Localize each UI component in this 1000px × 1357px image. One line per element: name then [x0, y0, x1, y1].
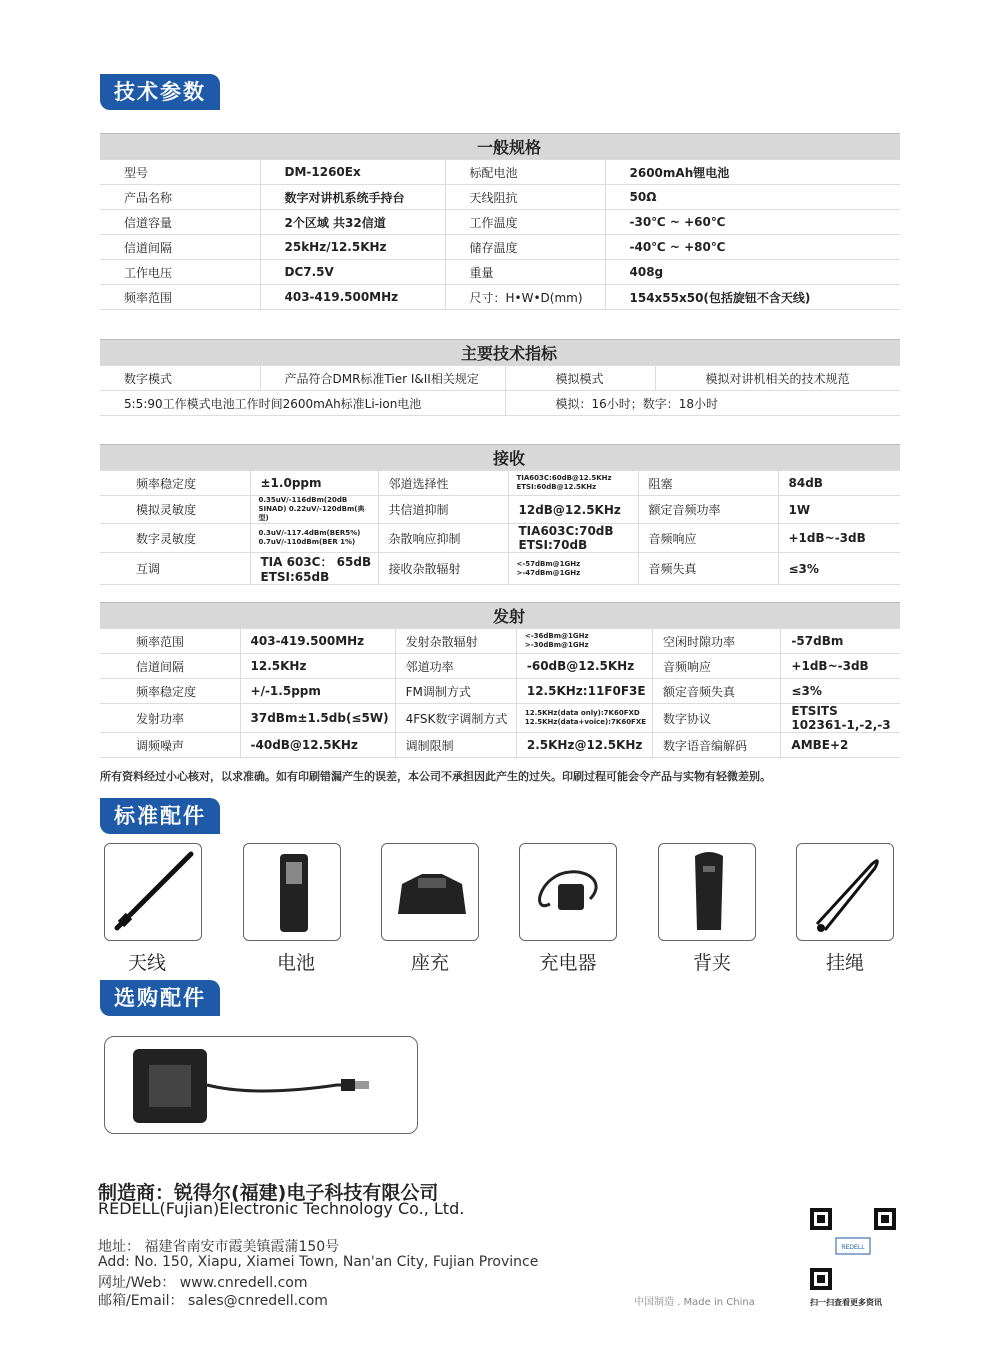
- belt-clip-icon: [659, 844, 757, 942]
- manufacturer-en: REDELL(Fujian)Electronic Technology Co., Ltd.: [98, 1199, 465, 1218]
- address-cn: 地址： 福建省南安市霞美镇霞蒲150号: [98, 1239, 340, 1255]
- section-tag-standard: 标准配件: [100, 798, 220, 834]
- main-cell: 产品符合DMR标准Tier I&II相关规定: [260, 366, 505, 391]
- table-cell: +/-1.5ppm: [240, 679, 395, 704]
- table-row: [100, 160, 900, 185]
- table-cell: 额定音频失真: [653, 679, 781, 704]
- table-cell: 频率范围: [100, 285, 260, 310]
- adapter-image: [519, 843, 617, 941]
- table-cell: ≤3%: [781, 679, 900, 704]
- table-cell: DM-1260Ex: [260, 160, 445, 185]
- usb-charger-image: [104, 1036, 418, 1134]
- table-cell: 0.3uV/-117.4dBm(BER5%) 0.7uV/-110dBm(BER 1%): [250, 524, 378, 553]
- main-cell: 模拟：16小时；数字：18小时: [505, 391, 900, 416]
- table-cell: 邻道选择性: [378, 471, 508, 496]
- qr-logo: REDELL: [841, 1245, 865, 1251]
- table-row: [100, 679, 900, 704]
- table-cell: 型号: [100, 160, 260, 185]
- qr-code: [808, 1206, 898, 1292]
- table-row: [100, 496, 900, 524]
- table-cell: 数字灵敏度: [100, 524, 250, 553]
- table-cell: 频率稳定度: [100, 679, 240, 704]
- table-cell: <-57dBm@1GHz >-47dBm@1GHz: [508, 553, 638, 585]
- table-cell: 408g: [605, 260, 900, 285]
- table-cell: 12dB@12.5KHz: [508, 496, 638, 524]
- table-row: [100, 235, 900, 260]
- table-cell: ≤3%: [778, 553, 900, 585]
- table-cell: 25kHz/12.5KHz: [260, 235, 445, 260]
- table-cell: 阻塞: [638, 471, 778, 496]
- main-cell: 数字模式: [100, 366, 260, 391]
- belt-clip-image: [658, 843, 756, 941]
- table-cell: 2600mAh锂电池: [605, 160, 900, 185]
- table-cell: 数字对讲机系统手持台: [260, 185, 445, 210]
- desk-charger-icon: [382, 844, 480, 942]
- table-cell: TIA603C:70dB ETSI:70dB: [508, 524, 638, 553]
- table-cell: 数字语音编解码: [653, 733, 781, 758]
- table-cell: -40℃ ~ +80℃: [605, 235, 900, 260]
- table-cell: 储存温度: [445, 235, 605, 260]
- table-row: [100, 285, 900, 310]
- table-cell: 额定音频功率: [638, 496, 778, 524]
- accessory-label: 电池: [276, 952, 315, 974]
- table-cell: 12.5KHz: [240, 654, 395, 679]
- table-cell: 4FSK数字调制方式: [395, 704, 516, 733]
- receive-title: 接收: [100, 445, 900, 471]
- table-cell: FM调制方式: [395, 679, 516, 704]
- qr-caption: 扫一扫查看更多资讯: [810, 1298, 882, 1307]
- table-cell: 0.35uV/-116dBm(20dB SINAD) 0.22uV/-120dBm(典型): [250, 496, 378, 524]
- main-indicator-table: [100, 339, 900, 416]
- table-cell: 频率稳定度: [100, 471, 250, 496]
- table-cell: AMBE+2: [781, 733, 900, 758]
- section-tag-optional: 选购配件: [100, 980, 220, 1016]
- table-cell: 空闲时隙功率: [653, 629, 781, 654]
- table-cell: 产品名称: [100, 185, 260, 210]
- table-cell: 403-419.500MHz: [240, 629, 395, 654]
- desk-charger-image: [381, 843, 479, 941]
- email: 邮箱/Email： sales@cnredell.com: [98, 1293, 328, 1309]
- table-cell: 50Ω: [605, 185, 900, 210]
- table-cell: 发射杂散辐射: [395, 629, 516, 654]
- table-cell: 邻道功率: [395, 654, 516, 679]
- table-cell: 音频响应: [638, 524, 778, 553]
- table-cell: 工作电压: [100, 260, 260, 285]
- table-cell: -30℃ ~ +60℃: [605, 210, 900, 235]
- accessory-label: 座充: [410, 952, 449, 974]
- table-row: [100, 260, 900, 285]
- table-cell: +1dB~-3dB: [781, 654, 900, 679]
- table-cell: DC7.5V: [260, 260, 445, 285]
- power-adapter-icon: [520, 844, 618, 942]
- accessory-label: 挂绳: [825, 952, 864, 974]
- website: 网址/Web： www.cnredell.com: [98, 1275, 308, 1291]
- transmit-title: 发射: [100, 603, 900, 629]
- manufacturer-cn: 制造商：锐得尔(福建)电子科技有限公司: [98, 1182, 439, 1204]
- table-cell: 调频噪声: [100, 733, 240, 758]
- table-cell: 共信道抑制: [378, 496, 508, 524]
- table-cell: ±1.0ppm: [250, 471, 378, 496]
- table-row: [100, 524, 900, 553]
- table-cell: -57dBm: [781, 629, 900, 654]
- table-row: [100, 629, 900, 654]
- table-cell: 重量: [445, 260, 605, 285]
- table-cell: 音频响应: [653, 654, 781, 679]
- table-row: [100, 553, 900, 585]
- table-cell: <-36dBm@1GHz >-30dBm@1GHz: [516, 629, 652, 654]
- table-cell: ETSITS 102361-1,-2,-3: [781, 704, 900, 733]
- table-row: [100, 210, 900, 235]
- table-cell: 1W: [778, 496, 900, 524]
- general-spec-title: 一般规格: [100, 134, 900, 160]
- main-indicator-title: 主要技术指标: [100, 340, 900, 366]
- battery-icon: [244, 844, 342, 942]
- table-cell: 12.5KHz:11F0F3E: [516, 679, 652, 704]
- table-row: [100, 733, 900, 758]
- table-cell: 发射功率: [100, 704, 240, 733]
- main-cell: 模拟对讲机相关的技术规范: [655, 366, 900, 391]
- table-cell: 互调: [100, 553, 250, 585]
- table-row: [100, 704, 900, 733]
- table-cell: 84dB: [778, 471, 900, 496]
- table-cell: +1dB~-3dB: [778, 524, 900, 553]
- table-cell: 信道间隔: [100, 235, 260, 260]
- table-cell: 2个区域 共32信道: [260, 210, 445, 235]
- table-cell: 数字协议: [653, 704, 781, 733]
- section-tag-tech: 技术参数: [100, 74, 220, 110]
- address-en: Add: No. 150, Xiapu, Xiamei Town, Nan'an City, Fujian Province: [98, 1254, 539, 1270]
- lanyard-image: [796, 843, 894, 941]
- lanyard-icon: [797, 844, 895, 942]
- table-cell: 403-419.500MHz: [260, 285, 445, 310]
- antenna-icon: [105, 844, 203, 942]
- table-row: [100, 185, 900, 210]
- table-cell: 工作温度: [445, 210, 605, 235]
- accessory-label: 天线: [127, 952, 166, 974]
- receive-table: [100, 444, 900, 585]
- made-in-china: 中国制造 . Made in China: [634, 1297, 755, 1308]
- disclaimer-note: 所有资料经过小心核对，以求准确。如有印刷错漏产生的误差，本公司不承担因此产生的过失。印刷过程可能会令产品与实物有轻微差别。: [100, 770, 771, 783]
- table-cell: 2.5KHz@12.5KHz: [516, 733, 652, 758]
- usb-charging-cradle-icon: [105, 1037, 419, 1135]
- table-cell: 154x55x50(包括旋钮不含天线): [605, 285, 900, 310]
- table-cell: -40dB@12.5KHz: [240, 733, 395, 758]
- table-row: [100, 654, 900, 679]
- table-cell: 标配电池: [445, 160, 605, 185]
- accessory-label: 充电器: [539, 952, 597, 974]
- accessory-label: 背夹: [692, 952, 731, 974]
- table-cell: 杂散响应抑制: [378, 524, 508, 553]
- table-cell: 接收杂散辐射: [378, 553, 508, 585]
- table-cell: 天线阻抗: [445, 185, 605, 210]
- table-cell: TIA 603C： 65dB ETSI:65dB: [250, 553, 378, 585]
- table-cell: 尺寸：H•W•D(mm): [445, 285, 605, 310]
- table-cell: 信道间隔: [100, 654, 240, 679]
- battery-image: [243, 843, 341, 941]
- general-spec-table: [100, 133, 900, 310]
- main-cell: 5:5:90工作模式电池工作时间2600mAh标准Li-ion电池: [100, 391, 505, 416]
- table-cell: 音频失真: [638, 553, 778, 585]
- transmit-table: [100, 602, 900, 758]
- table-cell: 37dBm±1.5db(≤5W): [240, 704, 395, 733]
- table-cell: 模拟灵敏度: [100, 496, 250, 524]
- table-cell: 调制限制: [395, 733, 516, 758]
- table-cell: 信道容量: [100, 210, 260, 235]
- table-cell: TIA603C:60dB@12.5KHz ETSI:60dB@12.5KHz: [508, 471, 638, 496]
- main-cell: 模拟模式: [505, 366, 655, 391]
- table-cell: -60dB@12.5KHz: [516, 654, 652, 679]
- antenna-image: [104, 843, 202, 941]
- table-cell: 频率范围: [100, 629, 240, 654]
- table-row: [100, 471, 900, 496]
- table-cell: 12.5KHz(data only):7K60FXD 12.5KHz(data+voice):7K60FXE: [516, 704, 652, 733]
